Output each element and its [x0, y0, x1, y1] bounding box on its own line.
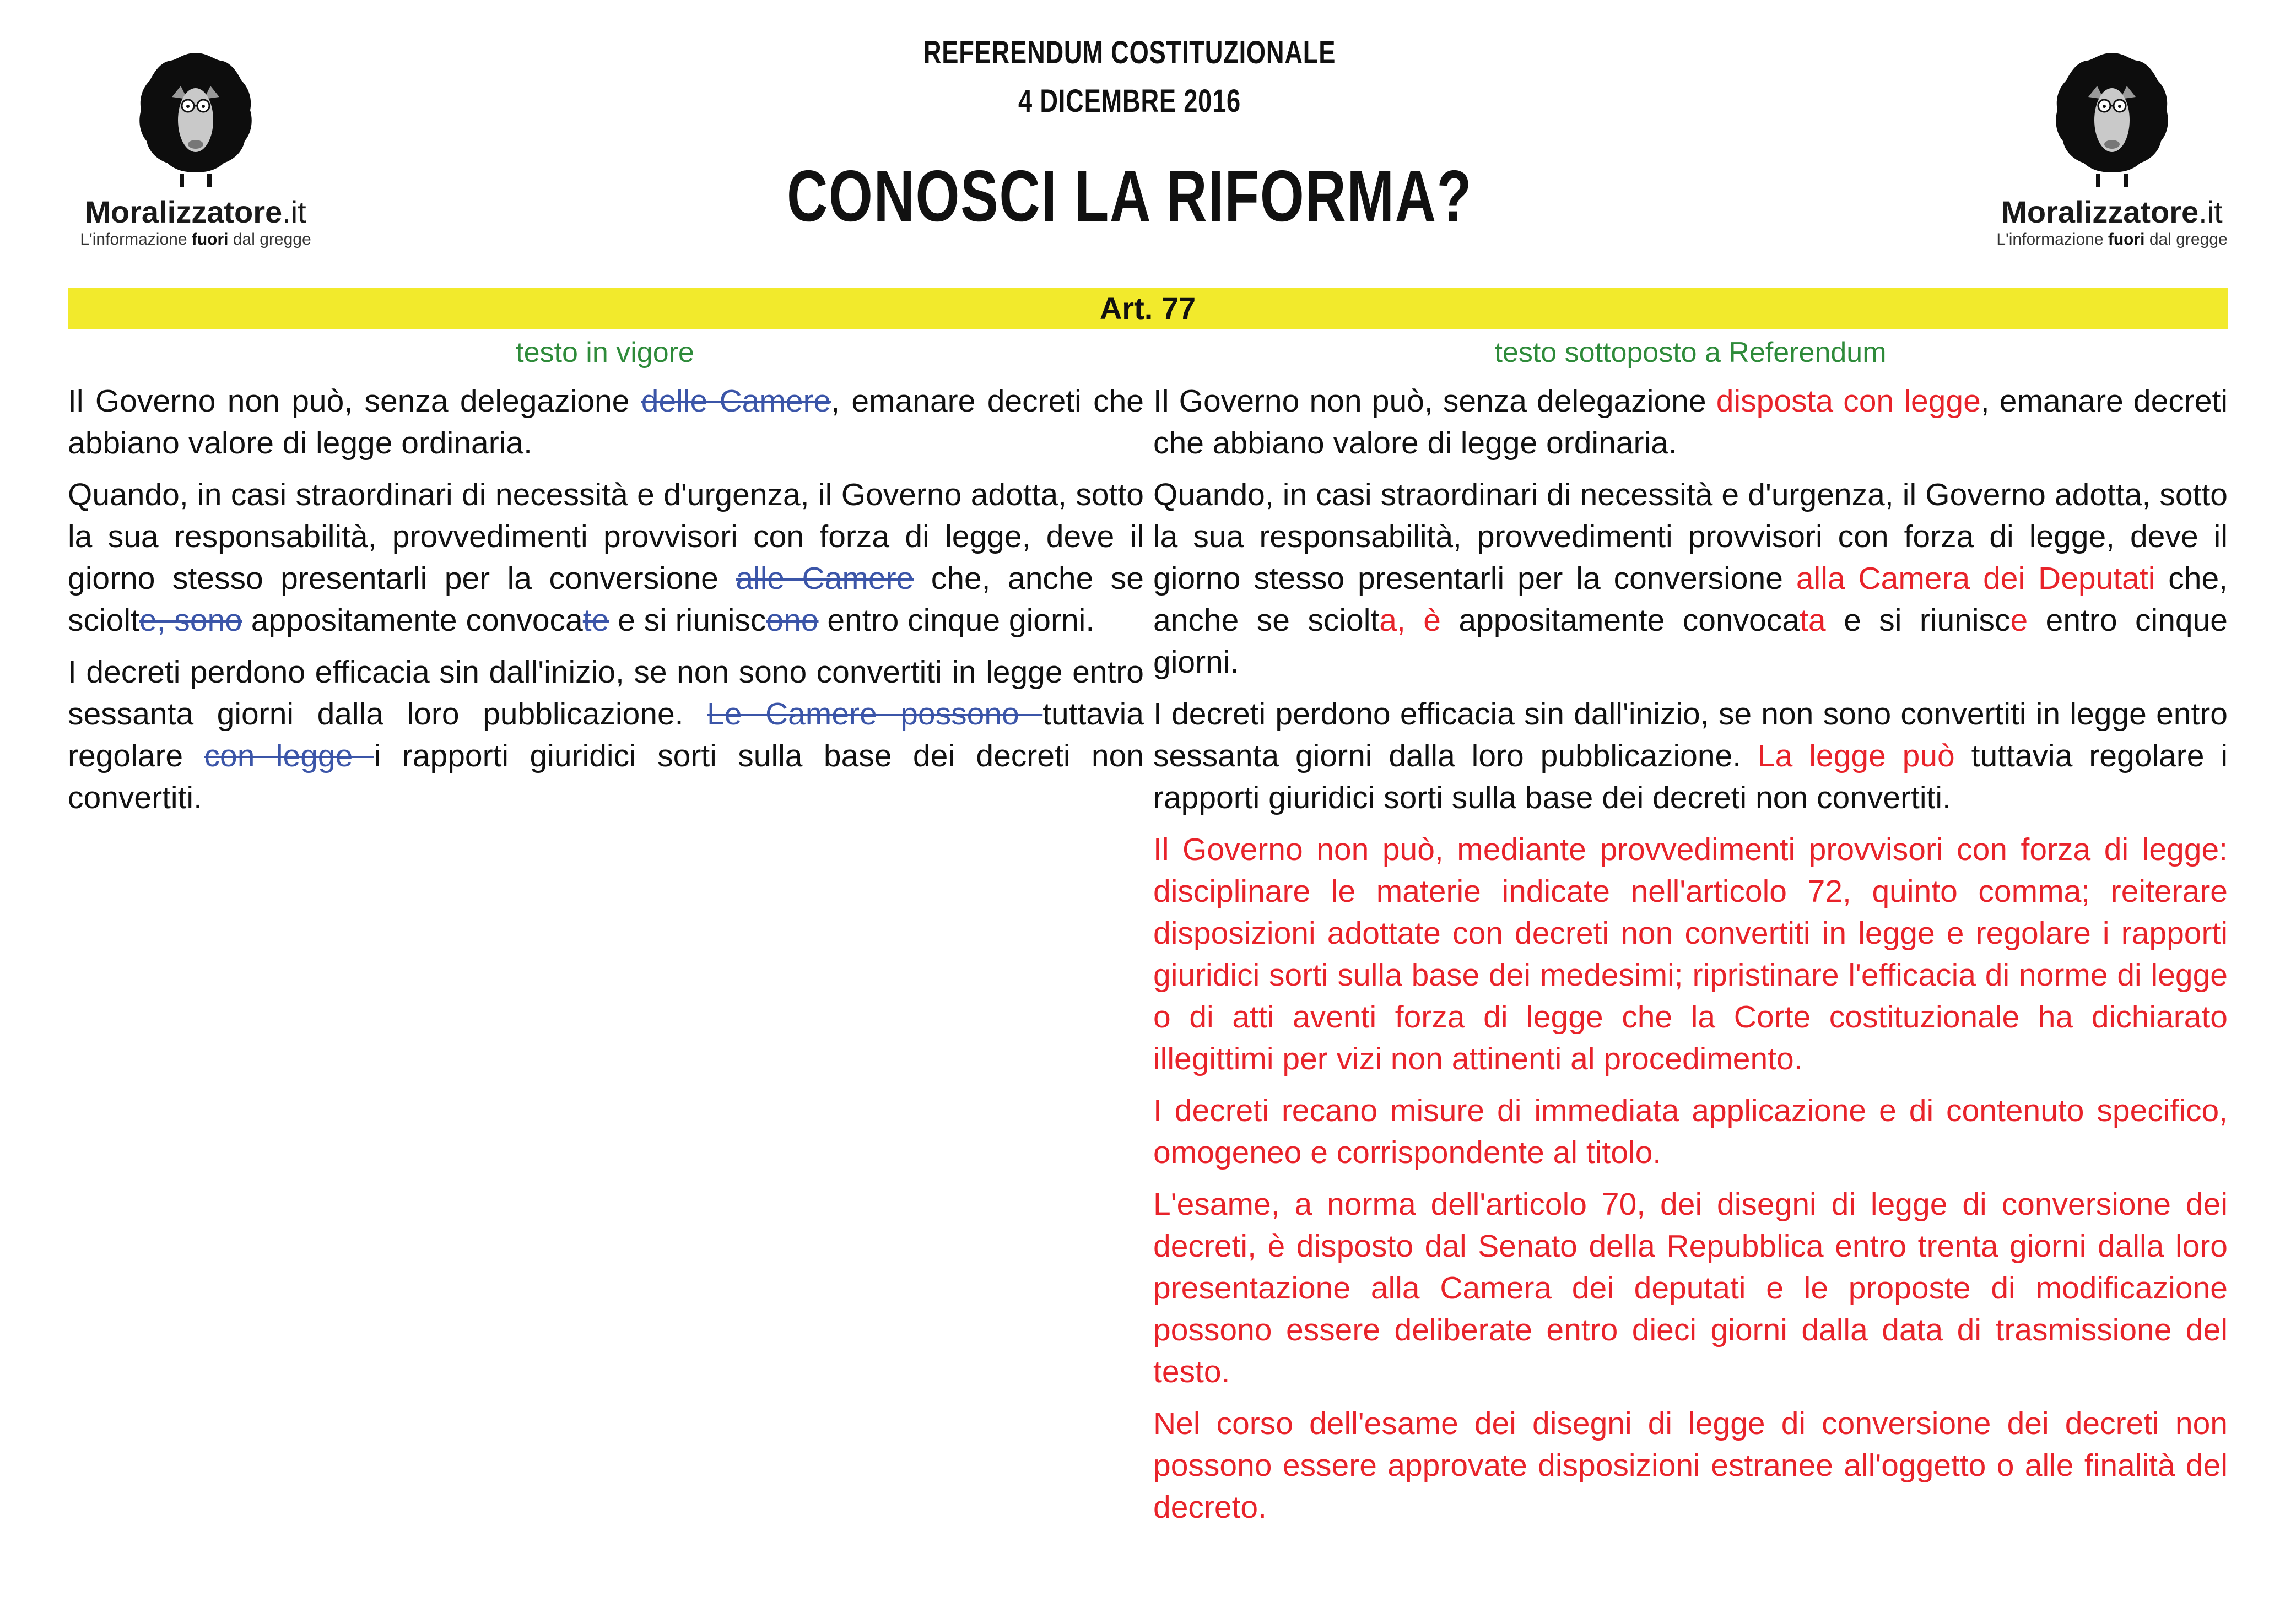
right-paragraph-1: Il Governo non può, senza delegazione disposta con legge, emanare decreti che abbiano valore di legge ordinaria.: [1153, 383, 2228, 461]
black-sheep-icon: [2053, 50, 2171, 187]
right-column-heading: testo sottoposto a Referendum: [1494, 337, 1887, 369]
article-label: Art. 77: [1099, 291, 1196, 326]
black-sheep-icon: [137, 50, 255, 187]
right-column-text: [1153, 380, 2228, 1538]
left-paragraph-2: Quando, in casi straordinari di necessità e d'urgenza, il Governo adotta, sotto la sua responsabilità, provvedimenti provvisori con forza di legge, deve il giorno stesso presentarli per la conversione alle Camere che, anche se sciolte, sono appositamente convocate e si riuniscono entro cinque giorni.: [68, 477, 1144, 638]
logo-tagline: L'informazione fuori dal gregge: [1996, 230, 2228, 248]
header-referendum: REFERENDUM COSTITUZIONALE: [923, 35, 1336, 71]
right-paragraph-7: Nel corso dell'esame dei disegni di legge di conversione dei decreti non possono essere approvate disposizioni estranee all'oggetto o alle finalità del decreto.: [1153, 1406, 2228, 1525]
left-paragraph-1: Il Governo non può, senza delegazione delle Camere, emanare decreti che abbiano valore di legge ordinaria.: [68, 383, 1144, 461]
left-column-text: [68, 380, 1144, 829]
right-paragraph-3: I decreti perdono efficacia sin dall'inizio, se non sono convertiti in legge entro sessanta giorni dalla loro pubblicazione. La legge può tuttavia regolare i rapporti giuridici sorti sulla base dei decreti non convertiti.: [1153, 696, 2228, 815]
header-date: 4 DICEMBRE 2016: [1018, 83, 1241, 119]
right-paragraph-6: L'esame, a norma dell'articolo 70, dei disegni di legge di conversione dei decreti, è disposto dal Senato della Repubblica entro trenta giorni dalla loro presentazione alla Camera dei deputati e le proposte di modificazione possono essere deliberate entro dieci giorni dalla data di trasmissione del testo.: [1153, 1187, 2228, 1389]
logo-brand: Moralizzatore.it: [85, 194, 306, 229]
article-bar: [68, 288, 2228, 329]
left-paragraph-3: I decreti perdono efficacia sin dall'inizio, se non sono convertiti in legge entro sessanta giorni dalla loro pubblicazione. Le Camere possono tuttavia regolare con legge i rapporti giuridici sorti sulla base dei decreti non convertiti.: [68, 654, 1144, 815]
right-paragraph-5: I decreti recano misure di immediata applicazione e di contenuto specifico, omogeneo e corrispondente al titolo.: [1153, 1093, 2228, 1170]
logo-tagline: L'informazione fuori dal gregge: [80, 230, 311, 248]
right-paragraph-2: Quando, in casi straordinari di necessità e d'urgenza, il Governo adotta, sotto la sua responsabilità, provvedimenti provvisori con forza di legge, deve il giorno stesso presentarli per la conversione alla Camera dei Deputati che, anche se sciolta, è appositamente convocata e si riunisce entro cinque giorni.: [1153, 477, 2228, 680]
logo-brand: Moralizzatore.it: [2001, 194, 2223, 229]
left-column-heading: testo in vigore: [516, 337, 694, 369]
page-title: CONOSCI LA RIFORMA?: [786, 155, 1473, 236]
right-paragraph-4: Il Governo non può, mediante provvedimenti provvisori con forza di legge: disciplinare le materie indicate nell'articolo 72, quinto comma; reiterare disposizioni adottate con decreti non convertiti in legge e regolare i rapporti giuridici sorti sulla base dei medesimi; ripristinare l'efficacia di norme di legge o di atti aventi forza di legge che la Corte costituzionale ha dichiarato illegittimi per vizi non attinenti al procedimento.: [1153, 832, 2228, 1076]
logo-left: [66, 50, 325, 253]
logo-right: [1982, 50, 2241, 253]
